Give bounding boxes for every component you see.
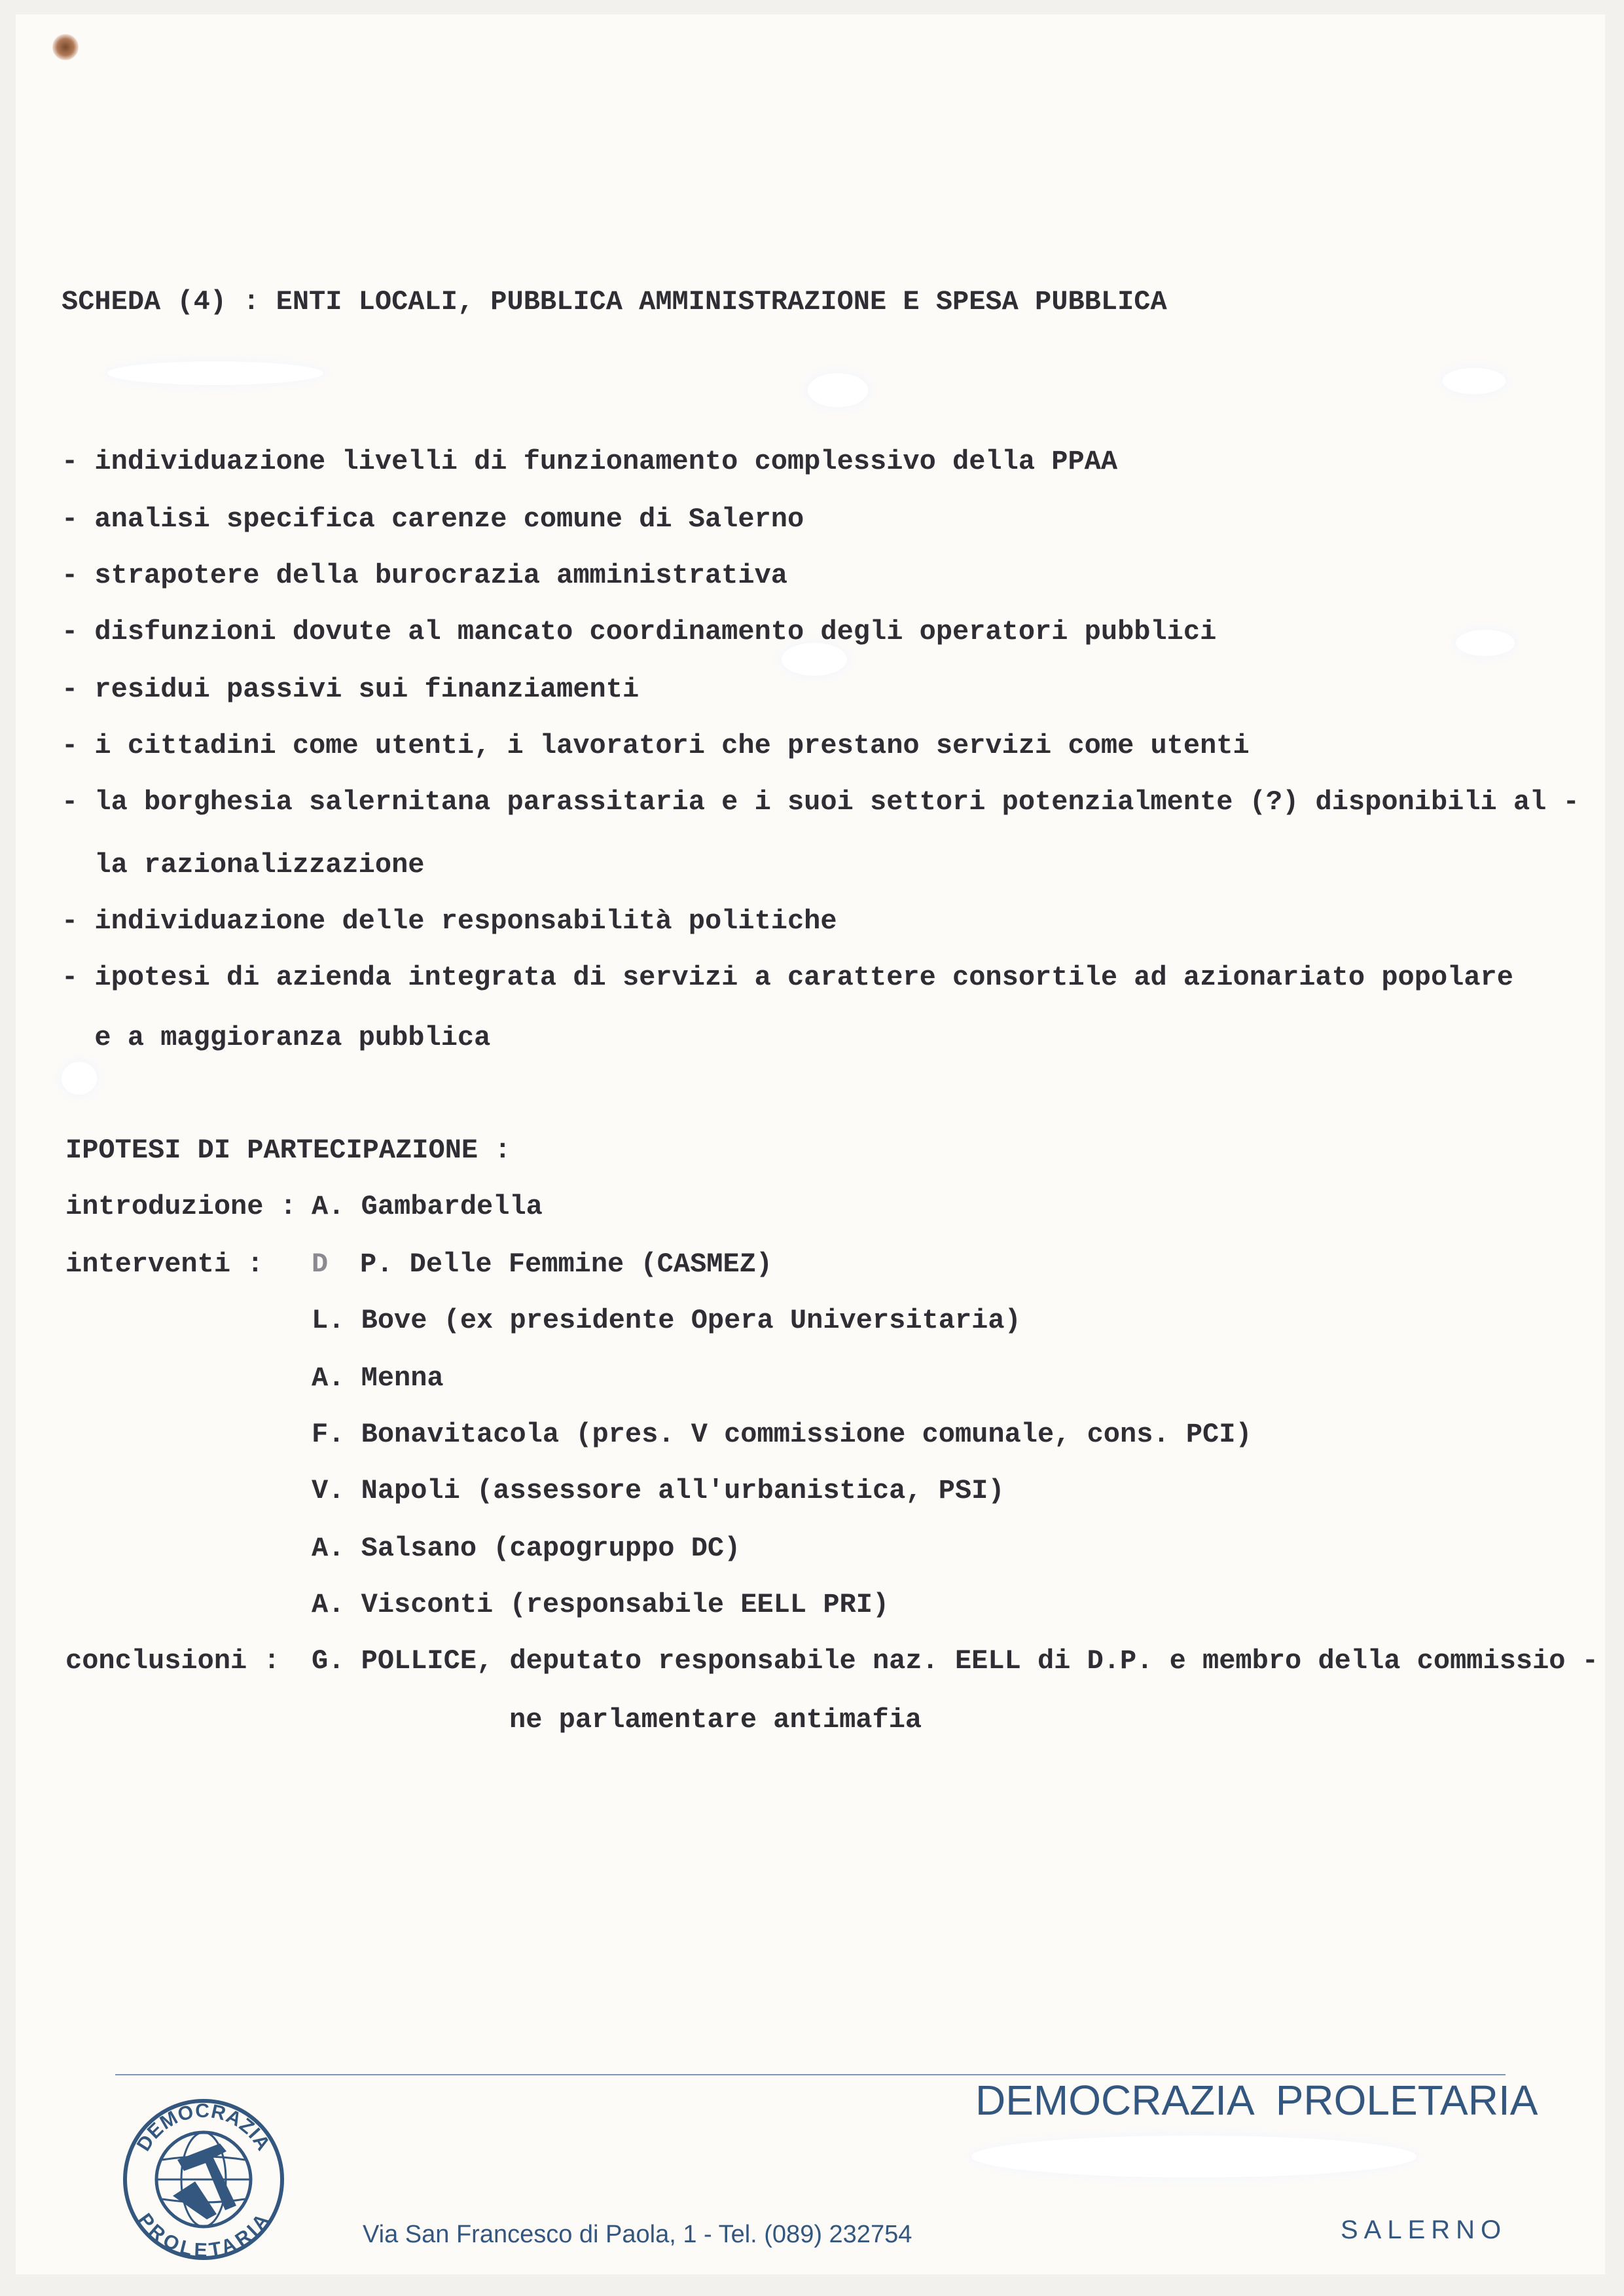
conclusioni-value: G. POLLICE, deputato responsabile naz. EELL di D.P. e membro della commissio - — [312, 1645, 1598, 1677]
logo-text-top: DEMOCRAZIA — [132, 2100, 275, 2155]
svg-text:PROLETARIA — [134, 2210, 274, 2261]
letterhead-org-name: DEMOCRAZIA PROLETARIA — [975, 2077, 1538, 2124]
correction-mark — [808, 373, 868, 407]
correction-mark — [1443, 368, 1506, 394]
list-item: - la borghesia salernitana parassitaria e i suoi settori potenzialmente (?) disponibili al - — [62, 786, 1579, 818]
correction-mark — [62, 1062, 97, 1095]
list-item: - individuazione livelli di funzionamento complessivo della PPAA — [62, 446, 1118, 477]
list-item: - individuazione delle responsabilità politiche — [62, 905, 837, 937]
letterhead-address: Via San Francesco di Paola, 1 - Tel. (089) 232754 — [363, 2221, 912, 2248]
list-item: la razionalizzazione — [62, 849, 425, 881]
conclusioni-label: conclusioni : — [65, 1645, 280, 1677]
list-item: - analisi specifica carenze comune di Salerno — [62, 503, 804, 535]
list-item: - disfunzioni dovute al mancato coordinamento degli operatori pubblici — [62, 616, 1217, 647]
list-item: - ipotesi di azienda integrata di servizi a carattere consortile ad azionariato popolare — [62, 962, 1513, 993]
svg-text:DEMOCRAZIA — [133, 2100, 275, 2155]
correction-mark — [971, 2136, 1416, 2178]
struck-character: D — [312, 1248, 329, 1280]
correction-mark — [1456, 630, 1515, 656]
list-item: - residui passivi sui finanziamenti — [62, 674, 640, 705]
speaker-entry: V. Napoli (assessore all'urbanistica, PSI) — [312, 1475, 1005, 1506]
speaker-entry: F. Bonavitacola (pres. V commissione comunale, cons. PCI) — [312, 1419, 1252, 1450]
interventi-label: interventi : — [65, 1248, 264, 1280]
page-heading: SCHEDA (4) : ENTI LOCALI, PUBBLICA AMMINISTRAZIONE E SPESA PUBBLICA — [62, 286, 1167, 318]
participation-heading: IPOTESI DI PARTECIPAZIONE : — [65, 1135, 511, 1166]
list-item: - i cittadini come utenti, i lavoratori che prestano servizi come utenti — [62, 730, 1250, 761]
letterhead-city: SALERNO — [1341, 2215, 1507, 2244]
speaker-entry: A. Salsano (capogruppo DC) — [312, 1533, 741, 1564]
introduzione-value: A. Gambardella — [312, 1191, 543, 1222]
correction-mark — [107, 361, 323, 385]
speaker-entry: P. Delle Femmine (CASMEZ) — [360, 1248, 773, 1280]
letterhead-rule — [115, 2074, 1506, 2075]
logo-text-bottom: PROLETARIA — [134, 2209, 274, 2261]
document-page — [16, 14, 1605, 2274]
list-item: e a maggioranza pubblica — [62, 1022, 491, 1053]
speaker-entry: L. Bove (ex presidente Opera Universitaria) — [312, 1305, 1021, 1336]
list-item: - strapotere della burocrazia amministrativa — [62, 560, 787, 591]
punch-hole-mark — [52, 34, 79, 60]
correction-mark — [782, 643, 847, 676]
speaker-entry: A. Menna — [312, 1362, 444, 1394]
conclusioni-continuation: ne parlamentare antimafia — [509, 1704, 922, 1736]
speaker-entry: A. Visconti (responsabile EELL PRI) — [312, 1589, 890, 1620]
introduzione-label: introduzione : — [65, 1191, 297, 1222]
democrazia-proletaria-logo-icon — [122, 2098, 285, 2261]
